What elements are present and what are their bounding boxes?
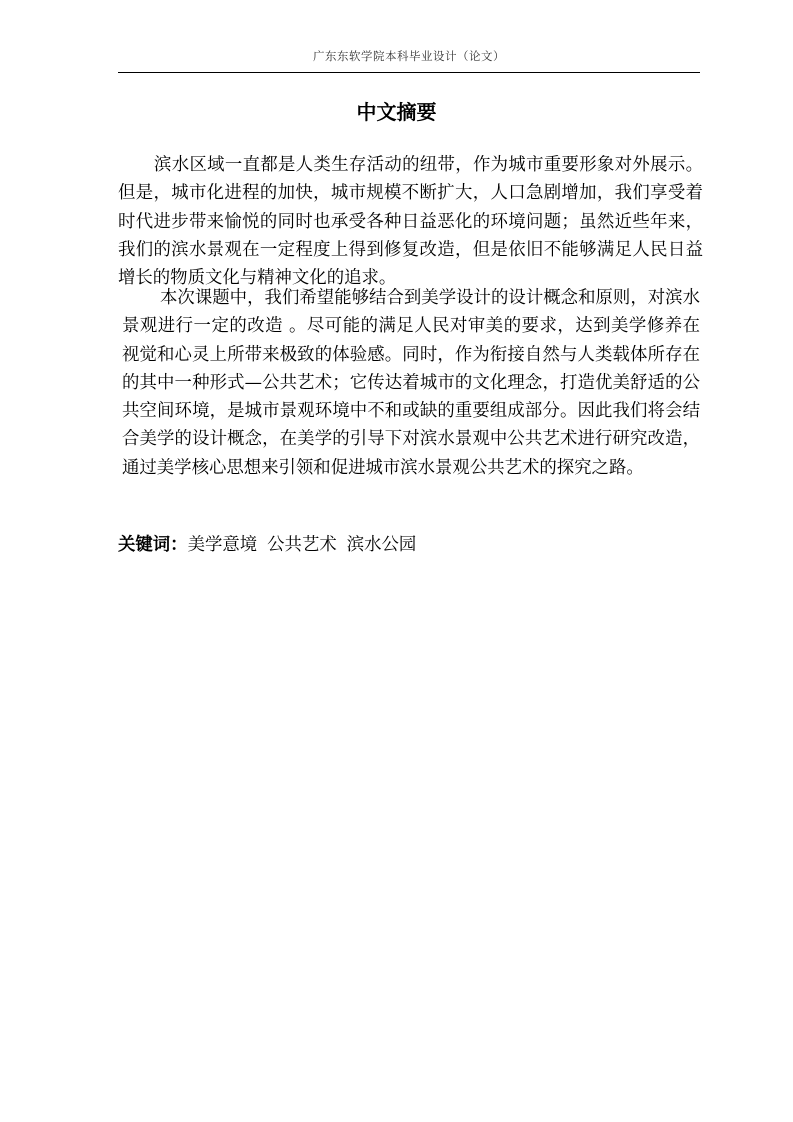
running-header: 广东东软学院本科毕业设计（论文） xyxy=(313,49,505,63)
keywords-line xyxy=(118,531,426,559)
header-divider xyxy=(118,72,700,73)
keywords-label: 关键词： xyxy=(118,535,188,555)
keyword-item: 美学意境 xyxy=(187,535,258,555)
abstract-paragraph-1: 滨水区域一直都是人类生存活动的纽带，作为城市重要形象对外展示。但是，城市化进程的加快，城市规模不断扩大，人口急剧增加，我们享受着时代进步带来愉悦的同时也承受各种日益恶化的环境问题；虽然近些年来，我们的滨水景观在一定程度上得到修复改造，但是依旧不能够满足人民日益增长的物质文化与精神文化的追求。 xyxy=(118,155,703,289)
keyword-item: 公共艺术 xyxy=(267,535,337,555)
abstract-title: 中文摘要 xyxy=(356,100,437,124)
keyword-item: 滨水公园 xyxy=(346,535,417,555)
abstract-paragraph-2: 本次课题中，我们希望能够结合到美学设计的设计概念和原则，对滨水景观进行一定的改造 。尽可能的满足人民对审美的要求，达到美学修养在视觉和心灵上所带来极致的体验感。同时，作为衔接自然与人类载体所存在的其中一种形式—公共艺术；它传达着城市的文化理念，打造优美舒适的公共空间环境，是城市景观环境中不和或缺的重要组成部分。因此我们将会结合美学的设计概念，在美学的引导下对滨水景观中公共艺术进行研究改造，通过美学核心思想来引领和促进城市滨水景观公共艺术的探究之路。 xyxy=(122,288,700,478)
